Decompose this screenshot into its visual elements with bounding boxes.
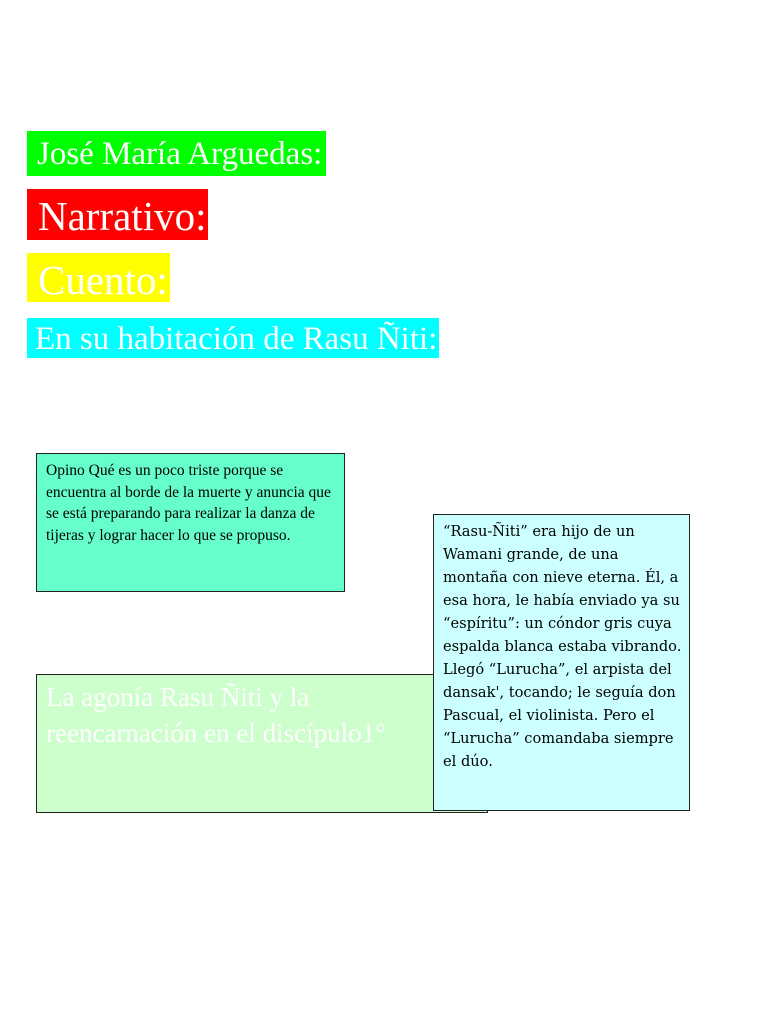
agony-title-box [36, 674, 488, 813]
genre-heading: Narrativo: [27, 189, 208, 240]
agony-title-line-1: La agonía Rasu Ñiti y la [46, 682, 310, 712]
opinion-text: Opino Qué es un poco triste porque se encuentra al borde de la muerte y anuncia que se está preparando para realizar la danza de tijeras y lograr hacer lo que se propuso. [46, 462, 331, 544]
quote-text: “Rasu-Ñiti” era hijo de un Wamani grande, de una montaña con nieve eterna. Él, a esa hora, le había enviado ya su “espíritu”: un cóndor gris cuya espalda blanca estaba vibrando. Llegó “Lurucha”, el arpista del dansak', tocando; le seguía don Pascual, el violinista. Pero el “Lurucha” comandaba siempre el dúo. [443, 523, 682, 770]
scene-heading: En su habitación de Rasu Ñiti: [27, 318, 439, 358]
opinion-text-box [36, 453, 345, 592]
agony-title-line-2: reencarnación en el discípulo1° [46, 718, 386, 748]
author-heading: José María Arguedas: [27, 131, 326, 176]
type-heading: Cuento: [27, 253, 170, 302]
quote-text-box [433, 514, 690, 811]
